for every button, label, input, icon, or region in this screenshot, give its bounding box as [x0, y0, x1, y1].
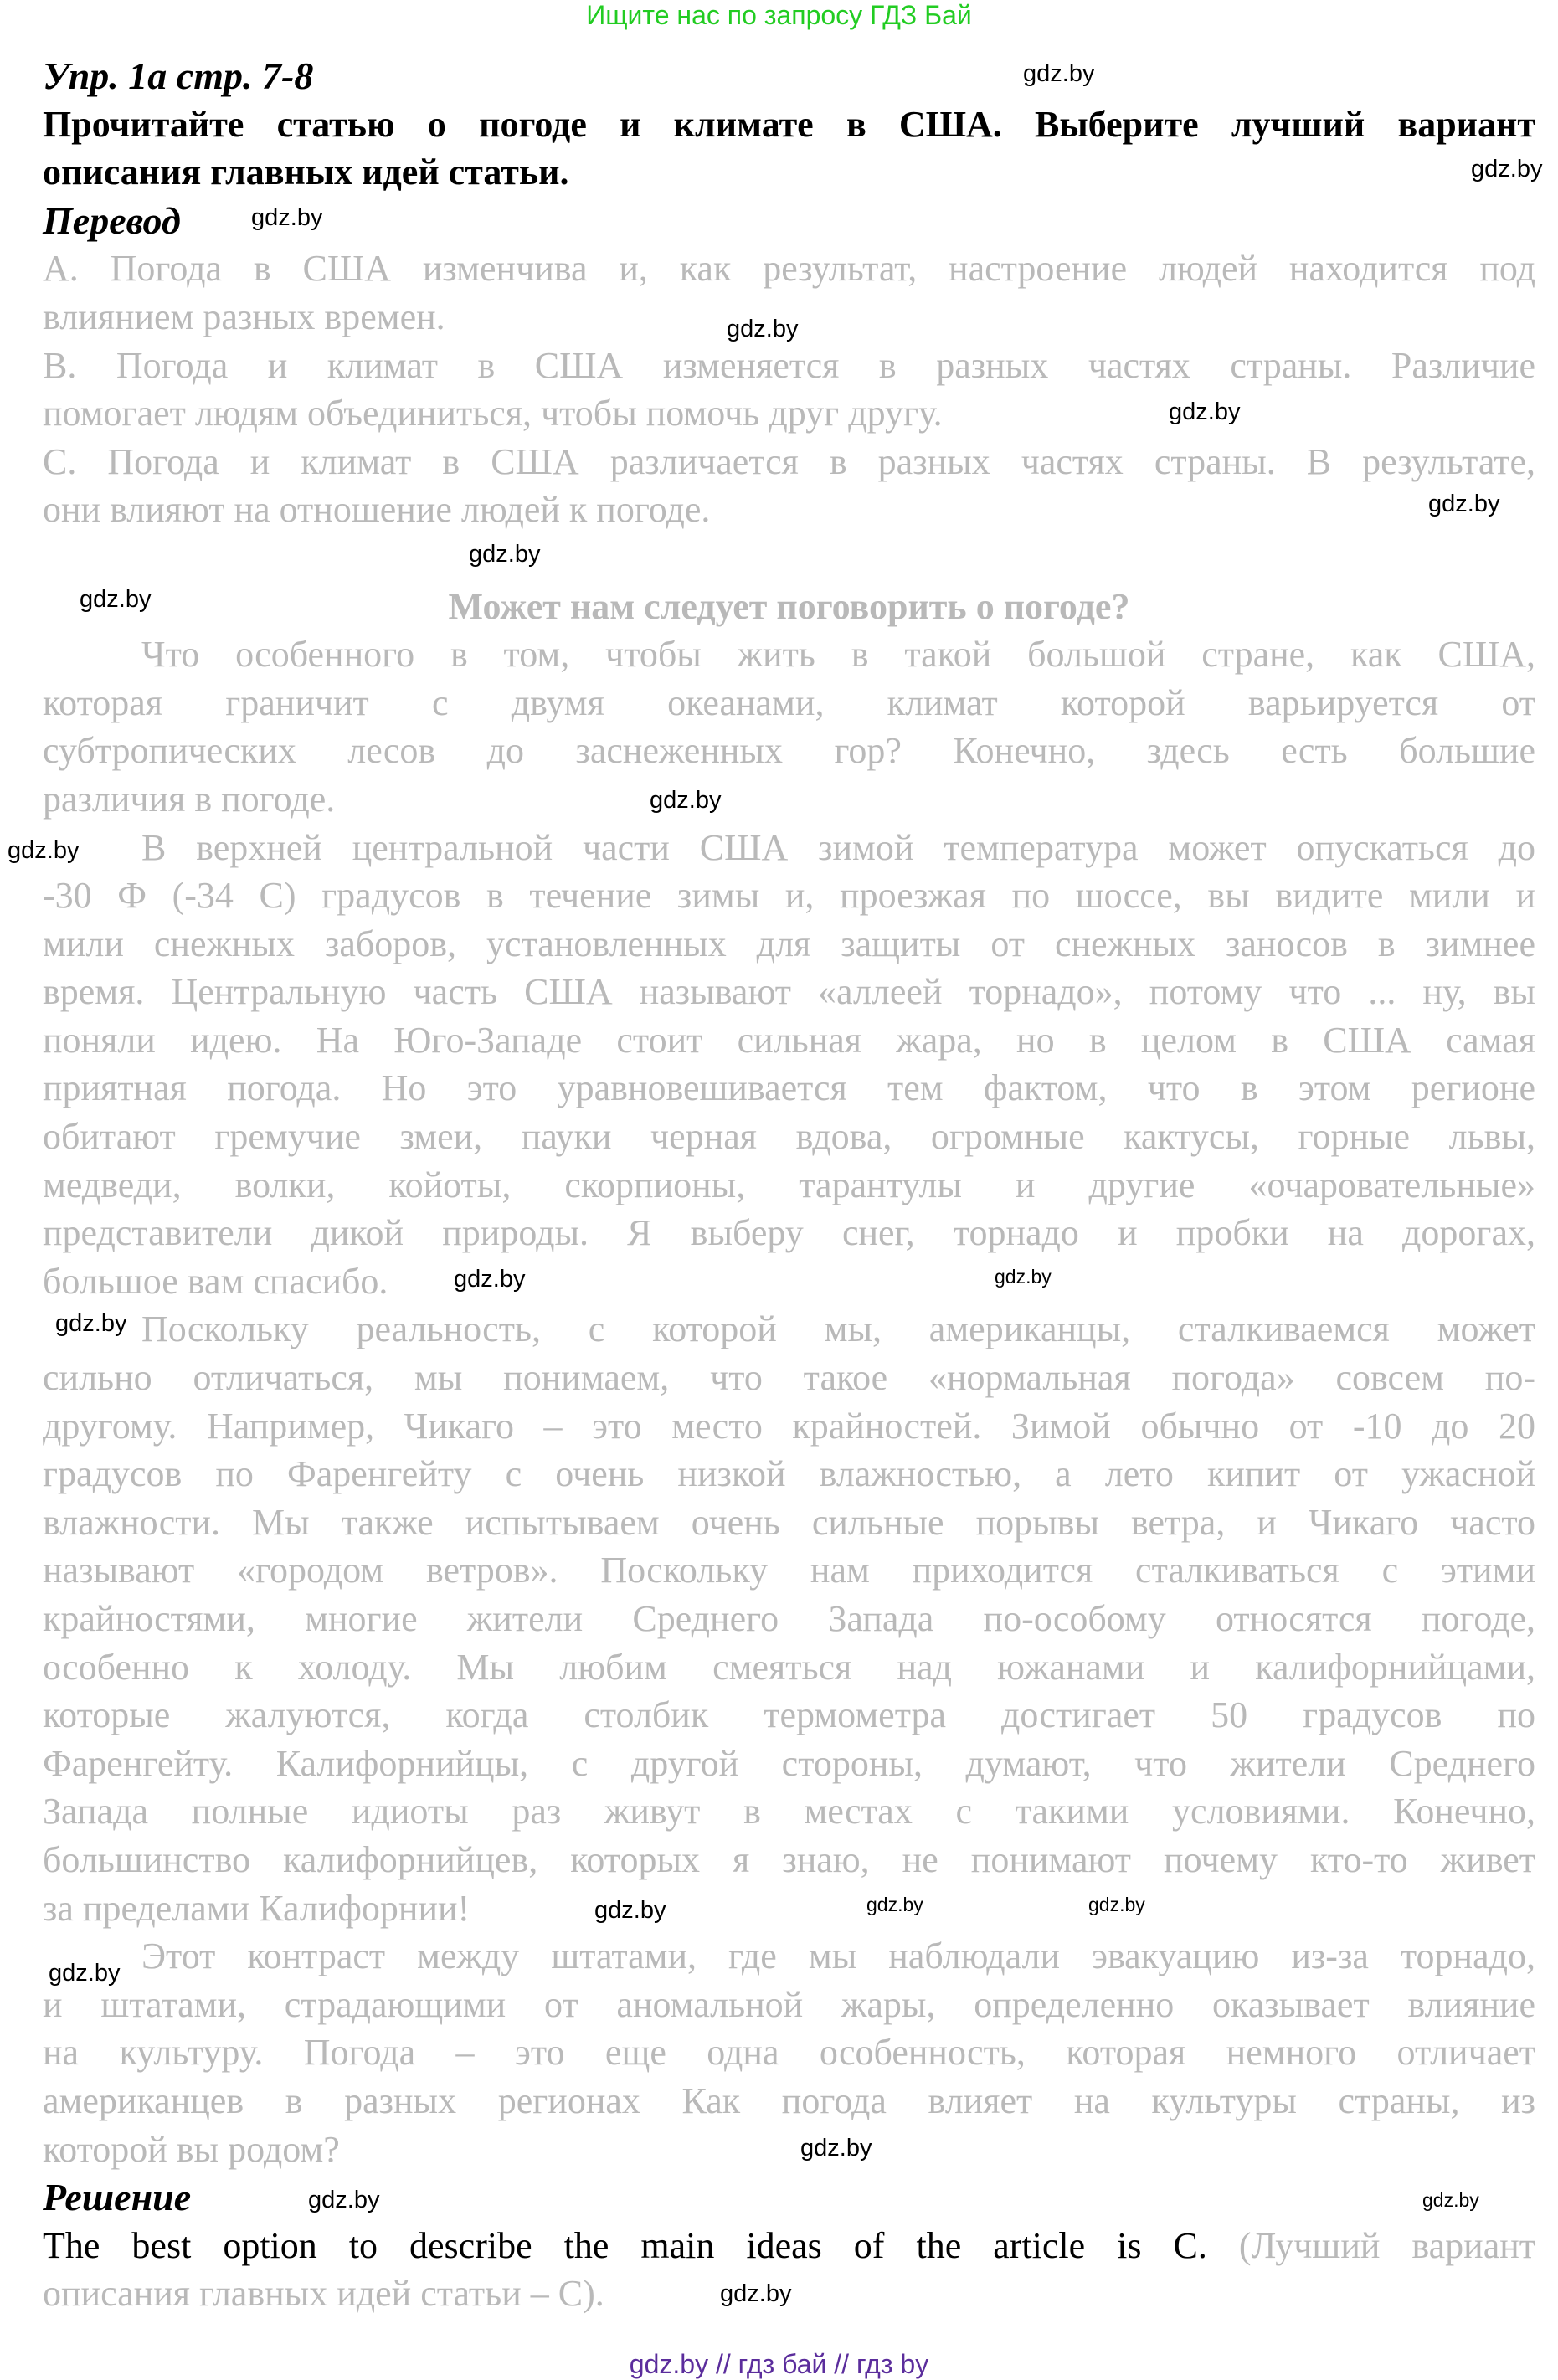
watermark: gdz.by [1471, 156, 1543, 182]
article-line: Этот контраст между штатами, где мы наблюдали эвакуацию из-за торнадо, [141, 1935, 1535, 1977]
article-line: медведи, волки, койоты, скорпионы, тарантулы и другие «очаровательные» [43, 1164, 1535, 1205]
watermark: gdz.by [454, 1266, 526, 1293]
watermark: gdz.by [1088, 1894, 1145, 1915]
watermark: gdz.by [55, 1310, 127, 1337]
article-line: большое вам спасибо. [43, 1260, 388, 1302]
article-line: большинство калифорнийцев, которых я знаю, не понимают почему кто-то живет [43, 1838, 1535, 1880]
footer-links[interactable]: gdz.by // гдз бай // гдз by [629, 2349, 929, 2379]
document-body [43, 52, 1535, 2318]
article-line: поняли идею. На Юго-Западе стоит сильная жара, но в целом в США самая [43, 1019, 1535, 1061]
watermark: gdz.by [866, 1894, 923, 1915]
article-line: обитают гремучие змеи, пауки черная вдова, огромные кактусы, горные львы, [43, 1116, 1535, 1158]
article-line: Фаренгейту. Калифорнийцы, с другой стороны, думают, что жители Среднего [43, 1742, 1535, 1784]
watermark: gdz.by [1169, 398, 1241, 425]
article-line: и штатами, страдающими от аномальной жары, определенно оказывает влияние [43, 1983, 1535, 2025]
article-line: приятная погода. Но это уравновешивается тем фактом, что в этом регионе [43, 1067, 1535, 1109]
watermark: gdz.by [469, 541, 541, 568]
article-line: которой вы родом? [43, 2128, 340, 2170]
answer-english: The best option to describe the main ideas of the article is C. [43, 2224, 1207, 2266]
article-line: за пределами Калифорнии! [43, 1887, 470, 1929]
article-line: крайностями, многие жители Среднего Запада по-особому относятся погоде, [43, 1598, 1535, 1639]
answer-russian: (Лучший вариант [1238, 2224, 1535, 2266]
option-line: С. Погода и климат в США различается в разных частях страны. В результате, [43, 440, 1535, 482]
watermark: gdz.by [594, 1897, 666, 1924]
search-banner[interactable]: Ищите нас по запросу ГДЗ Бай [586, 0, 972, 30]
article-line: влажности. Мы также испытываем очень сильные порывы ветра, и Чикаго часто [43, 1501, 1535, 1543]
watermark: gdz.by [995, 1266, 1052, 1288]
spacer [43, 534, 1535, 583]
watermark: gdz.by [650, 787, 722, 814]
option-line: А. Погода в США изменчива и, как результат, настроение людей находится под [43, 248, 1535, 290]
article-title: Может нам следует поговорить о погоде? [448, 585, 1130, 627]
watermark: gdz.by [80, 586, 152, 613]
option-line: они влияют на отношение людей к погоде. [43, 489, 711, 531]
task-heading-line: описания главных идей статьи. [43, 152, 569, 193]
article-line: различия в погоде. [43, 778, 336, 820]
translation-label: Перевод [43, 198, 181, 242]
article-line: Что особенного в том, чтобы жить в такой большой стране, как США, [141, 634, 1535, 676]
answer-line: описания главных идей статьи – С). [43, 2273, 604, 2315]
task-heading-line: Прочитайте статью о погоде и климате в США. Выберите лучший вариант [43, 103, 1535, 145]
article-line: представители дикой природы. Я выберу снег, торнадо и пробки на дорогах, [43, 1212, 1535, 1254]
watermark: gdz.by [720, 2280, 792, 2307]
article-line: -30 Ф (-34 С) градусов в течение зимы и, проезжая по шоссе, вы видите мили и [43, 875, 1535, 917]
article-line: особенно к холоду. Мы любим смеяться над южанами и калифорнийцами, [43, 1646, 1535, 1688]
watermark: gdz.by [49, 1960, 121, 1987]
answer-line [43, 2222, 1535, 2270]
watermark: gdz.by [1422, 2189, 1479, 2211]
article-line: называют «городом ветров». Поскольку нам приходится сталкиваться с этими [43, 1550, 1535, 1591]
article-line: время. Центральную часть США называют «аллеей торнадо», потому что ... ну, вы [43, 971, 1535, 1013]
option-line: помогает людям объединиться, чтобы помочь друг другу. [43, 393, 943, 434]
watermark: gdz.by [251, 204, 323, 231]
article-line: мили снежных заборов, установленных для защиты от снежных заносов в зимнее [43, 923, 1535, 964]
watermark: gdz.by [1428, 491, 1500, 517]
watermark: gdz.by [800, 2135, 872, 2162]
article-line: Поскольку реальность, с которой мы, американцы, сталкиваемся может [141, 1308, 1535, 1350]
watermark: gdz.by [8, 837, 80, 864]
watermark: gdz.by [308, 2187, 380, 2213]
article-line: В верхней центральной части США зимой температура может опускаться до [141, 826, 1535, 868]
article-line: градусов по Фаренгейту с очень низкой влажностью, а лето кипит от ужасной [43, 1453, 1535, 1495]
exercise-title: Упр. 1а стр. 7-8 [43, 54, 314, 97]
option-line: В. Погода и климат в США изменяется в разных частях страны. Различие [43, 344, 1535, 386]
article-line: на культуру. Погода – это еще одна особенность, которая немного отличает [43, 2032, 1535, 2074]
article-line: которая граничит с двумя океанами, климат которой варьируется от [43, 681, 1535, 723]
article-line: которые жалуются, когда столбик термометра достигает 50 градусов по [43, 1694, 1535, 1736]
watermark: gdz.by [727, 316, 799, 342]
solution-label: Решение [43, 2176, 192, 2219]
article-line: сильно отличаться, мы понимаем, что такое «нормальная погода» совсем по- [43, 1357, 1535, 1399]
article-line: другому. Например, Чикаго – это место крайностей. Зимой обычно от -10 до 20 [43, 1405, 1535, 1447]
article-line: субтропических лесов до заснеженных гор? Конечно, здесь есть большие [43, 730, 1535, 772]
option-line: влиянием разных времен. [43, 296, 445, 337]
article-line: американцев в разных регионах Как погода влияет на культуры страны, из [43, 2079, 1535, 2121]
article-line: Запада полные идиоты раз живут в местах с такими условиями. Конечно, [43, 1791, 1535, 1833]
watermark: gdz.by [1023, 60, 1095, 87]
